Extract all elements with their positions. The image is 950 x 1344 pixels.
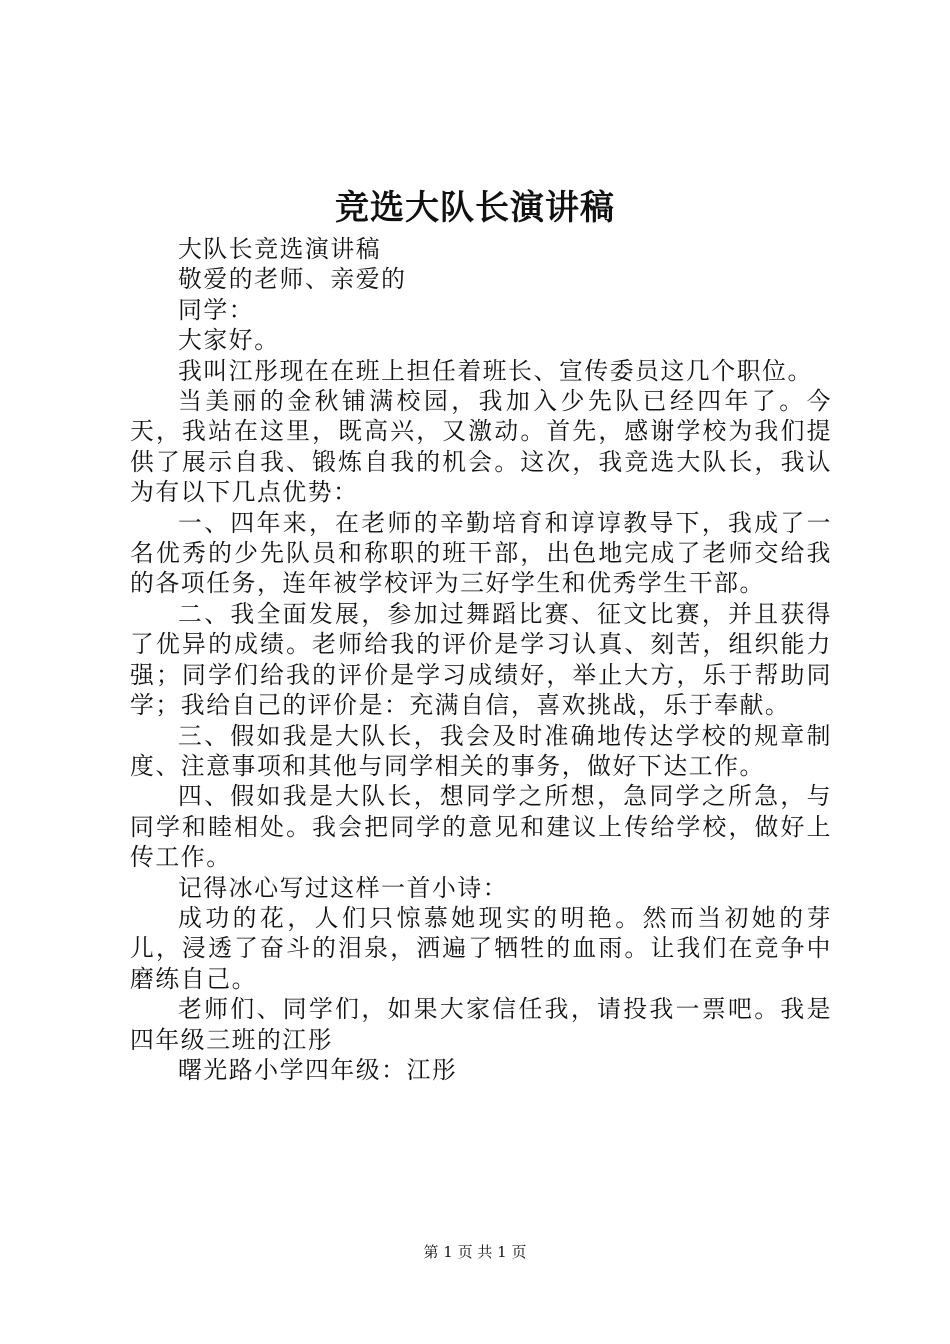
document-title: 竞选大队长演讲稿 — [335, 188, 615, 228]
paragraph: 二、我全面发展，参加过舞蹈比赛、征文比赛，并且获得了优异的成绩。老师给我的评价是学习认真、刻苦，组织能力强；同学们给我的评价是学习成绩好，举止大方，乐于帮助同学；我给自己的评价是：充满自信，喜欢挑战，乐于奉献。 — [130, 599, 832, 720]
paragraph: 三、假如我是大队长，我会及时准确地传达学校的规章制度、注意事项和其他与同学相关的事务，做好下达工作。 — [130, 721, 832, 780]
paragraph: 敬爱的老师、亲爱的 — [178, 265, 407, 294]
paragraph: 记得冰心写过这样一首小诗： — [178, 873, 509, 902]
paragraph: 曙光路小学四年级：江彤 — [178, 1055, 458, 1084]
page-number-footer: 第 1 页 共 1 页 — [423, 1243, 527, 1261]
paragraph: 成功的花，人们只惊慕她现实的明艳。然而当初她的芽儿，浸透了奋斗的泪泉，洒遍了牺牲的血雨。让我们在竞争中磨练自己。 — [130, 903, 832, 993]
document-body — [130, 234, 832, 1085]
paragraph: 四、假如我是大队长，想同学之所想，急同学之所急，与同学和睦相处。我会把同学的意见和建议上传给学校，做好上传工作。 — [130, 782, 832, 872]
paragraph: 一、四年来，在老师的辛勤培育和谆谆教导下，我成了一名优秀的少先队员和称职的班干部，出色地完成了老师交给我的各项任务，连年被学校评为三好学生和优秀学生干部。 — [130, 508, 832, 598]
paragraph: 大队长竞选演讲稿 — [178, 235, 382, 263]
paragraph: 老师们、同学们，如果大家信任我，请投我一票吧。我是四年级三班的江彤 — [130, 995, 832, 1054]
paragraph: 我叫江彤现在在班上担任着班长、宣传委员这几个职位。 — [178, 356, 813, 385]
paragraph: 大家好。 — [178, 326, 280, 355]
paragraph: 当美丽的金秋铺满校园，我加入少先队已经四年了。今天，我站在这里，既高兴，又激动。首先，感谢学校为我们提供了展示自我、锻炼自我的机会。这次，我竞选大队长，我认为有以下几点优势： — [130, 387, 832, 507]
paragraph: 同学： — [178, 295, 255, 324]
